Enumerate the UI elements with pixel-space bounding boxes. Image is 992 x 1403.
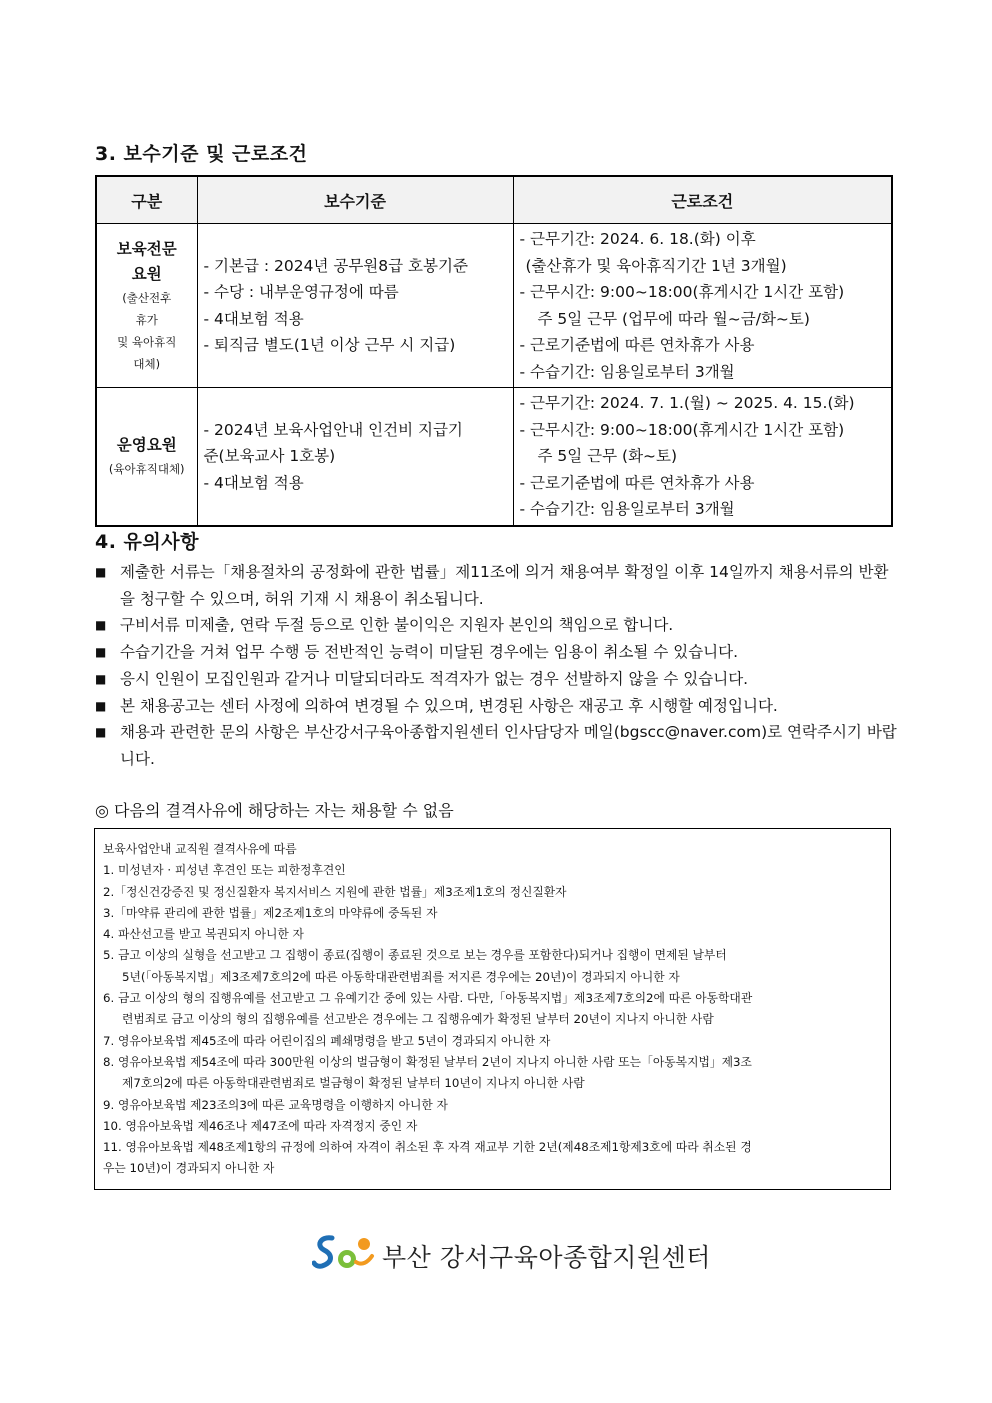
disqualification-line: 2.「정신건강증진 및 정신질환자 복지서비스 지원에 관한 법률」제3조제1호의 정신질환자 xyxy=(103,884,567,899)
condition-line: - 수습기간: 임용일로부터 3개월 xyxy=(519,362,735,381)
disqualification-line: 5. 금고 이상의 실형을 선고받고 그 집행이 종료(집행이 종료된 것으로 보는 경우를 포함한다)되거나 집행이 면제된 날부터 xyxy=(103,948,727,963)
disqualification-line: 8. 영유아보육법 제54조에 따라 300만원 이상의 벌금형이 확정된 날부터 2년이 지나지 아니한 사람 또는「아동복지법」제3조 xyxy=(103,1054,752,1069)
pay-cell xyxy=(197,224,513,388)
condition-line: (출산휴가 및 육아휴직기간 1년 3개월) xyxy=(525,256,787,275)
category-note: (육아휴직대체) xyxy=(108,461,185,476)
section4-title: 4. 유의사항 xyxy=(95,531,199,553)
disqualification-line: 4. 파산선고를 받고 복권되지 아니한 자 xyxy=(103,927,304,942)
square-bullet-icon: ■ xyxy=(95,725,107,740)
disqualification-line: 7. 영유아보육법 제45조에 따라 어린이집의 폐쇄명령을 받고 5년이 경과되지 아니한 자 xyxy=(103,1033,551,1048)
header-category: 구분 xyxy=(96,176,197,224)
table-header-row xyxy=(96,176,892,224)
table-row xyxy=(96,224,892,388)
header-pay: 보수기준 xyxy=(197,176,513,224)
square-bullet-icon: ■ xyxy=(95,645,107,660)
disqualification-line: 3.「마약류 관리에 관한 법률」제2조제1호의 마약류에 중독된 자 xyxy=(103,905,438,920)
disqualification-line: 6. 금고 이상의 형의 집행유예를 선고받고 그 유예기간 중에 있는 사람. 다만,「아동복지법」제3조제7호의2에 따른 아동학대관 xyxy=(103,991,753,1006)
disqualification-line: 10. 영유아보육법 제46조나 제47조에 따라 자격정지 중인 자 xyxy=(103,1118,418,1133)
category-name: 보육전문 요원 xyxy=(116,239,177,283)
pay-line: - 4대보험 적용 xyxy=(203,473,304,492)
disqualification-heading: ◎ 다음의 결격사유에 해당하는 자는 채용할 수 없음 xyxy=(95,801,454,820)
disqualification-line: 5년(「아동복지법」제3조제7호의2에 따른 아동학대관련범죄를 저지른 경우에는 20년)이 경과되지 아니한 자 xyxy=(122,969,680,984)
disqualification-box xyxy=(94,828,891,1190)
category-cell xyxy=(96,224,197,388)
header-conditions: 근로조건 xyxy=(513,176,892,224)
disqualification-line: 제7호의2에 따른 아동학대관련범죄로 벌금형이 확정된 날부터 10년이 지나지 아니한 사람 xyxy=(122,1076,585,1091)
disqualification-line: 1. 미성년자 · 피성년 후견인 또는 피한정후견인 xyxy=(103,863,346,878)
condition-line: 주 5일 근무 (화~토) xyxy=(537,447,678,465)
category-cell xyxy=(96,388,197,526)
section3-title: 3. 보수기준 및 근로조건 xyxy=(95,143,308,165)
pay-line: - 2024년 보육사업안내 인건비 지급기 xyxy=(203,420,463,439)
pay-cell xyxy=(197,388,513,526)
condition-line: 주 5일 근무 (업무에 따라 월~금/화~토) xyxy=(537,309,810,328)
condition-line: - 근무기간: 2024. 6. 18.(화) 이후 xyxy=(519,230,756,248)
disqualification-line: 우는 10년)이 경과되지 아니한 자 xyxy=(103,1161,275,1176)
square-bullet-icon: ■ xyxy=(95,671,107,686)
pay-line: - 4대보험 적용 xyxy=(203,309,304,328)
list-item: ■ 구비서류 미제출, 연락 두절 등으로 인한 불이익은 지원자 본인의 책임으로 합니다. xyxy=(95,612,900,639)
condition-line: - 근무시간: 9:00~18:00(휴게시간 1시간 포함) xyxy=(519,283,845,301)
square-bullet-icon: ■ xyxy=(95,698,107,713)
pay-line: - 기본급 : 2024년 공무원8급 호봉기준 xyxy=(203,256,468,275)
center-logo-icon xyxy=(312,1232,376,1272)
list-item: ■ 본 채용공고는 센터 사정에 의하여 변경될 수 있으며, 변경된 사항은 재공고 후 시행할 예정입니다. xyxy=(95,693,900,720)
disqualification-line: 11. 영유아보육법 제48조제1항의 규정에 의하여 자격이 취소된 후 자격 재교부 기한 2년(제48조제1항제3호에 따라 취소된 경 xyxy=(103,1140,752,1155)
category-note: (출산전후 휴가 및 육아휴직 대체) xyxy=(117,290,177,371)
condition-line: - 근로기준법에 따른 연차휴가 사용 xyxy=(519,473,755,492)
pay-line: - 퇴직금 별도(1년 이상 근무 시 지급) xyxy=(203,336,456,354)
condition-line: - 수습기간: 임용일로부터 3개월 xyxy=(519,500,735,518)
disqualification-line: 9. 영유아보육법 제23조의3에 따른 교육명령을 이행하지 아니한 자 xyxy=(103,1097,448,1112)
org-name: 부산 강서구육아종합지원센터 xyxy=(382,1243,711,1272)
disqualification-line: 보육사업안내 교직원 결격사유에 따름 xyxy=(103,842,297,856)
conditions-cell xyxy=(513,224,892,388)
square-bullet-icon: ■ xyxy=(95,618,107,633)
condition-line: - 근로기준법에 따른 연차휴가 사용 xyxy=(519,336,755,354)
pay-conditions-table xyxy=(95,175,893,527)
list-item: ■ 수습기간을 거쳐 업무 수행 등 전반적인 능력이 미달된 경우에는 임용이 취소될 수 있습니다. xyxy=(95,639,900,666)
table-row xyxy=(96,388,892,526)
disqualification-line: 련범죄로 금고 이상의 형의 집행유예를 선고받은 경우에는 그 집행유예가 확정된 날부터 20년이 지나지 아니한 사람 xyxy=(122,1012,714,1027)
condition-line: - 근무시간: 9:00~18:00(휴게시간 1시간 포함) xyxy=(519,420,845,439)
list-item: ■ 응시 인원이 모집인원과 같거나 미달되더라도 적격자가 없는 경우 선발하지 않을 수 있습니다. xyxy=(95,666,900,693)
square-bullet-icon: ■ xyxy=(95,565,107,579)
category-name: 운영요원 xyxy=(116,435,177,454)
list-item: ■ 채용과 관련한 문의 사항은 부산강서구육아종합지원센터 인사담당자 메일(bgscc@naver.com)로 연락주시기 바랍니다. xyxy=(95,719,900,772)
footer xyxy=(0,1232,992,1276)
pay-line: 준(보육교사 1호봉) xyxy=(203,447,336,465)
notes-list xyxy=(95,559,900,773)
conditions-cell xyxy=(513,388,892,526)
condition-line: - 근무기간: 2024. 7. 1.(월) ~ 2025. 4. 15.(화) xyxy=(519,394,855,412)
list-item: ■ 제출한 서류는「채용절차의 공정화에 관한 법률」제11조에 의거 채용여부 확정일 이후 14일까지 채용서류의 반환을 청구할 수 있으며, 허위 기재 시 채용이 취소됩니다. xyxy=(95,559,900,612)
pay-line: - 수당 : 내부운영규정에 따름 xyxy=(203,283,399,301)
